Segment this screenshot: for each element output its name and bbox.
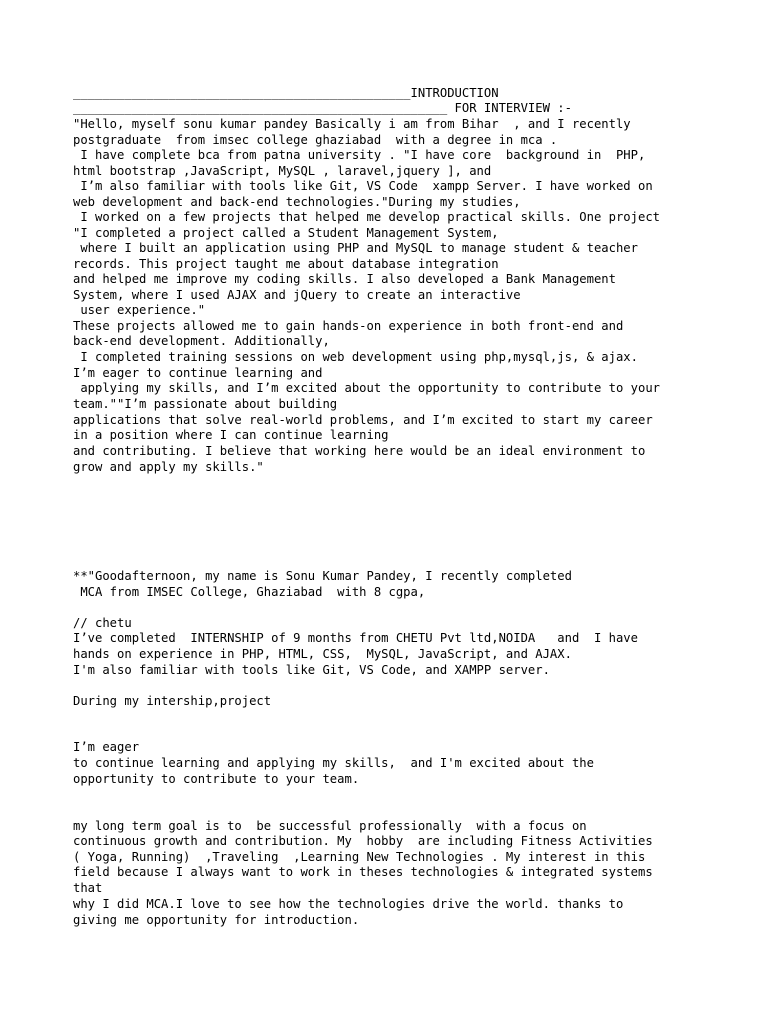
- text-line: records. This project taught me about database integration: [73, 257, 499, 271]
- text-line: applying my skills, and I’m excited about the opportunity to contribute to your: [73, 381, 660, 395]
- text-line: MCA from IMSEC College, Ghaziabad with 8 cgpa,: [73, 585, 426, 599]
- text-line: where I built an application using PHP and MySQL to manage student & teacher: [73, 241, 638, 255]
- text-line: These projects allowed me to gain hands-on experience in both front-end and: [73, 319, 624, 333]
- text-line: giving me opportunity for introduction.: [73, 913, 360, 927]
- text-line: I’ve completed INTERNSHIP of 9 months from CHETU Pvt ltd,NOIDA and I have: [73, 631, 638, 645]
- text-line: opportunity to contribute to your team.: [73, 772, 360, 786]
- text-line: System, where I used AJAX and jQuery to create an interactive: [73, 288, 521, 302]
- text-line: ( Yoga, Running) ,Traveling ,Learning New Technologies . My interest in this: [73, 850, 646, 864]
- text-line: I’m eager to continue learning and: [73, 366, 323, 380]
- text-line: continuous growth and contribution. My hobby are including Fitness Activities: [73, 834, 653, 848]
- heading-introduction: ______________________________________________INTRODUCTION: [73, 86, 499, 100]
- text-line: in a position where I can continue learning: [73, 428, 389, 442]
- text-line: to continue learning and applying my skills, and I'm excited about the: [73, 756, 594, 770]
- text-line: back-end development. Additionally,: [73, 334, 330, 348]
- text-line: "I completed a project called a Student Management System,: [73, 226, 499, 240]
- text-line: I worked on a few projects that helped me develop practical skills. One project: [73, 210, 660, 224]
- text-line: and contributing. I believe that working here would be an ideal environment to: [73, 444, 646, 458]
- code-comment-line: // chetu: [73, 616, 132, 630]
- text-line: I have complete bca from patna university . "I have core background in PHP,: [73, 148, 646, 162]
- text-line: my long term goal is to be successful professionally with a focus on: [73, 819, 587, 833]
- text-line: why I did MCA.I love to see how the technologies drive the world. thanks to: [73, 897, 624, 911]
- text-line: I completed training sessions on web development using php,mysql,js, & ajax.: [73, 350, 638, 364]
- text-line: I’m also familiar with tools like Git, VS Code xampp Server. I have worked on: [73, 179, 653, 193]
- text-line: and helped me improve my coding skills. I also developed a Bank Management: [73, 272, 616, 286]
- text-line: "Hello, myself sonu kumar pandey Basically i am from Bihar , and I recently: [73, 117, 631, 131]
- text-line: user experience.": [73, 303, 206, 317]
- text-line: **"Goodafternoon, my name is Sonu Kumar Pandey, I recently completed: [73, 569, 572, 583]
- text-line: web development and back-end technologies."During my studies,: [73, 195, 521, 209]
- text-line: that: [73, 881, 103, 895]
- text-line: grow and apply my skills.": [73, 460, 264, 474]
- text-line: html bootstrap ,JavaScript, MySQL , laravel,jquery ], and: [73, 164, 492, 178]
- text-line: I'm also familiar with tools like Git, VS Code, and XAMPP server.: [73, 663, 550, 677]
- text-line: I’m eager: [73, 740, 140, 754]
- text-line: hands on experience in PHP, HTML, CSS, MySQL, JavaScript, and AJAX.: [73, 647, 572, 661]
- text-line: field because I always want to work in theses technologies & integrated systems: [73, 865, 653, 879]
- text-line: applications that solve real-world problems, and I’m excited to start my career: [73, 413, 653, 427]
- text-line: team.""I’m passionate about building: [73, 397, 338, 411]
- text-line: During my intership,project: [73, 694, 272, 708]
- heading-for-interview: ___________________________________________________ FOR INTERVIEW :-: [73, 101, 572, 115]
- text-line: postgraduate from imsec college ghaziabad with a degree in mca .: [73, 133, 558, 147]
